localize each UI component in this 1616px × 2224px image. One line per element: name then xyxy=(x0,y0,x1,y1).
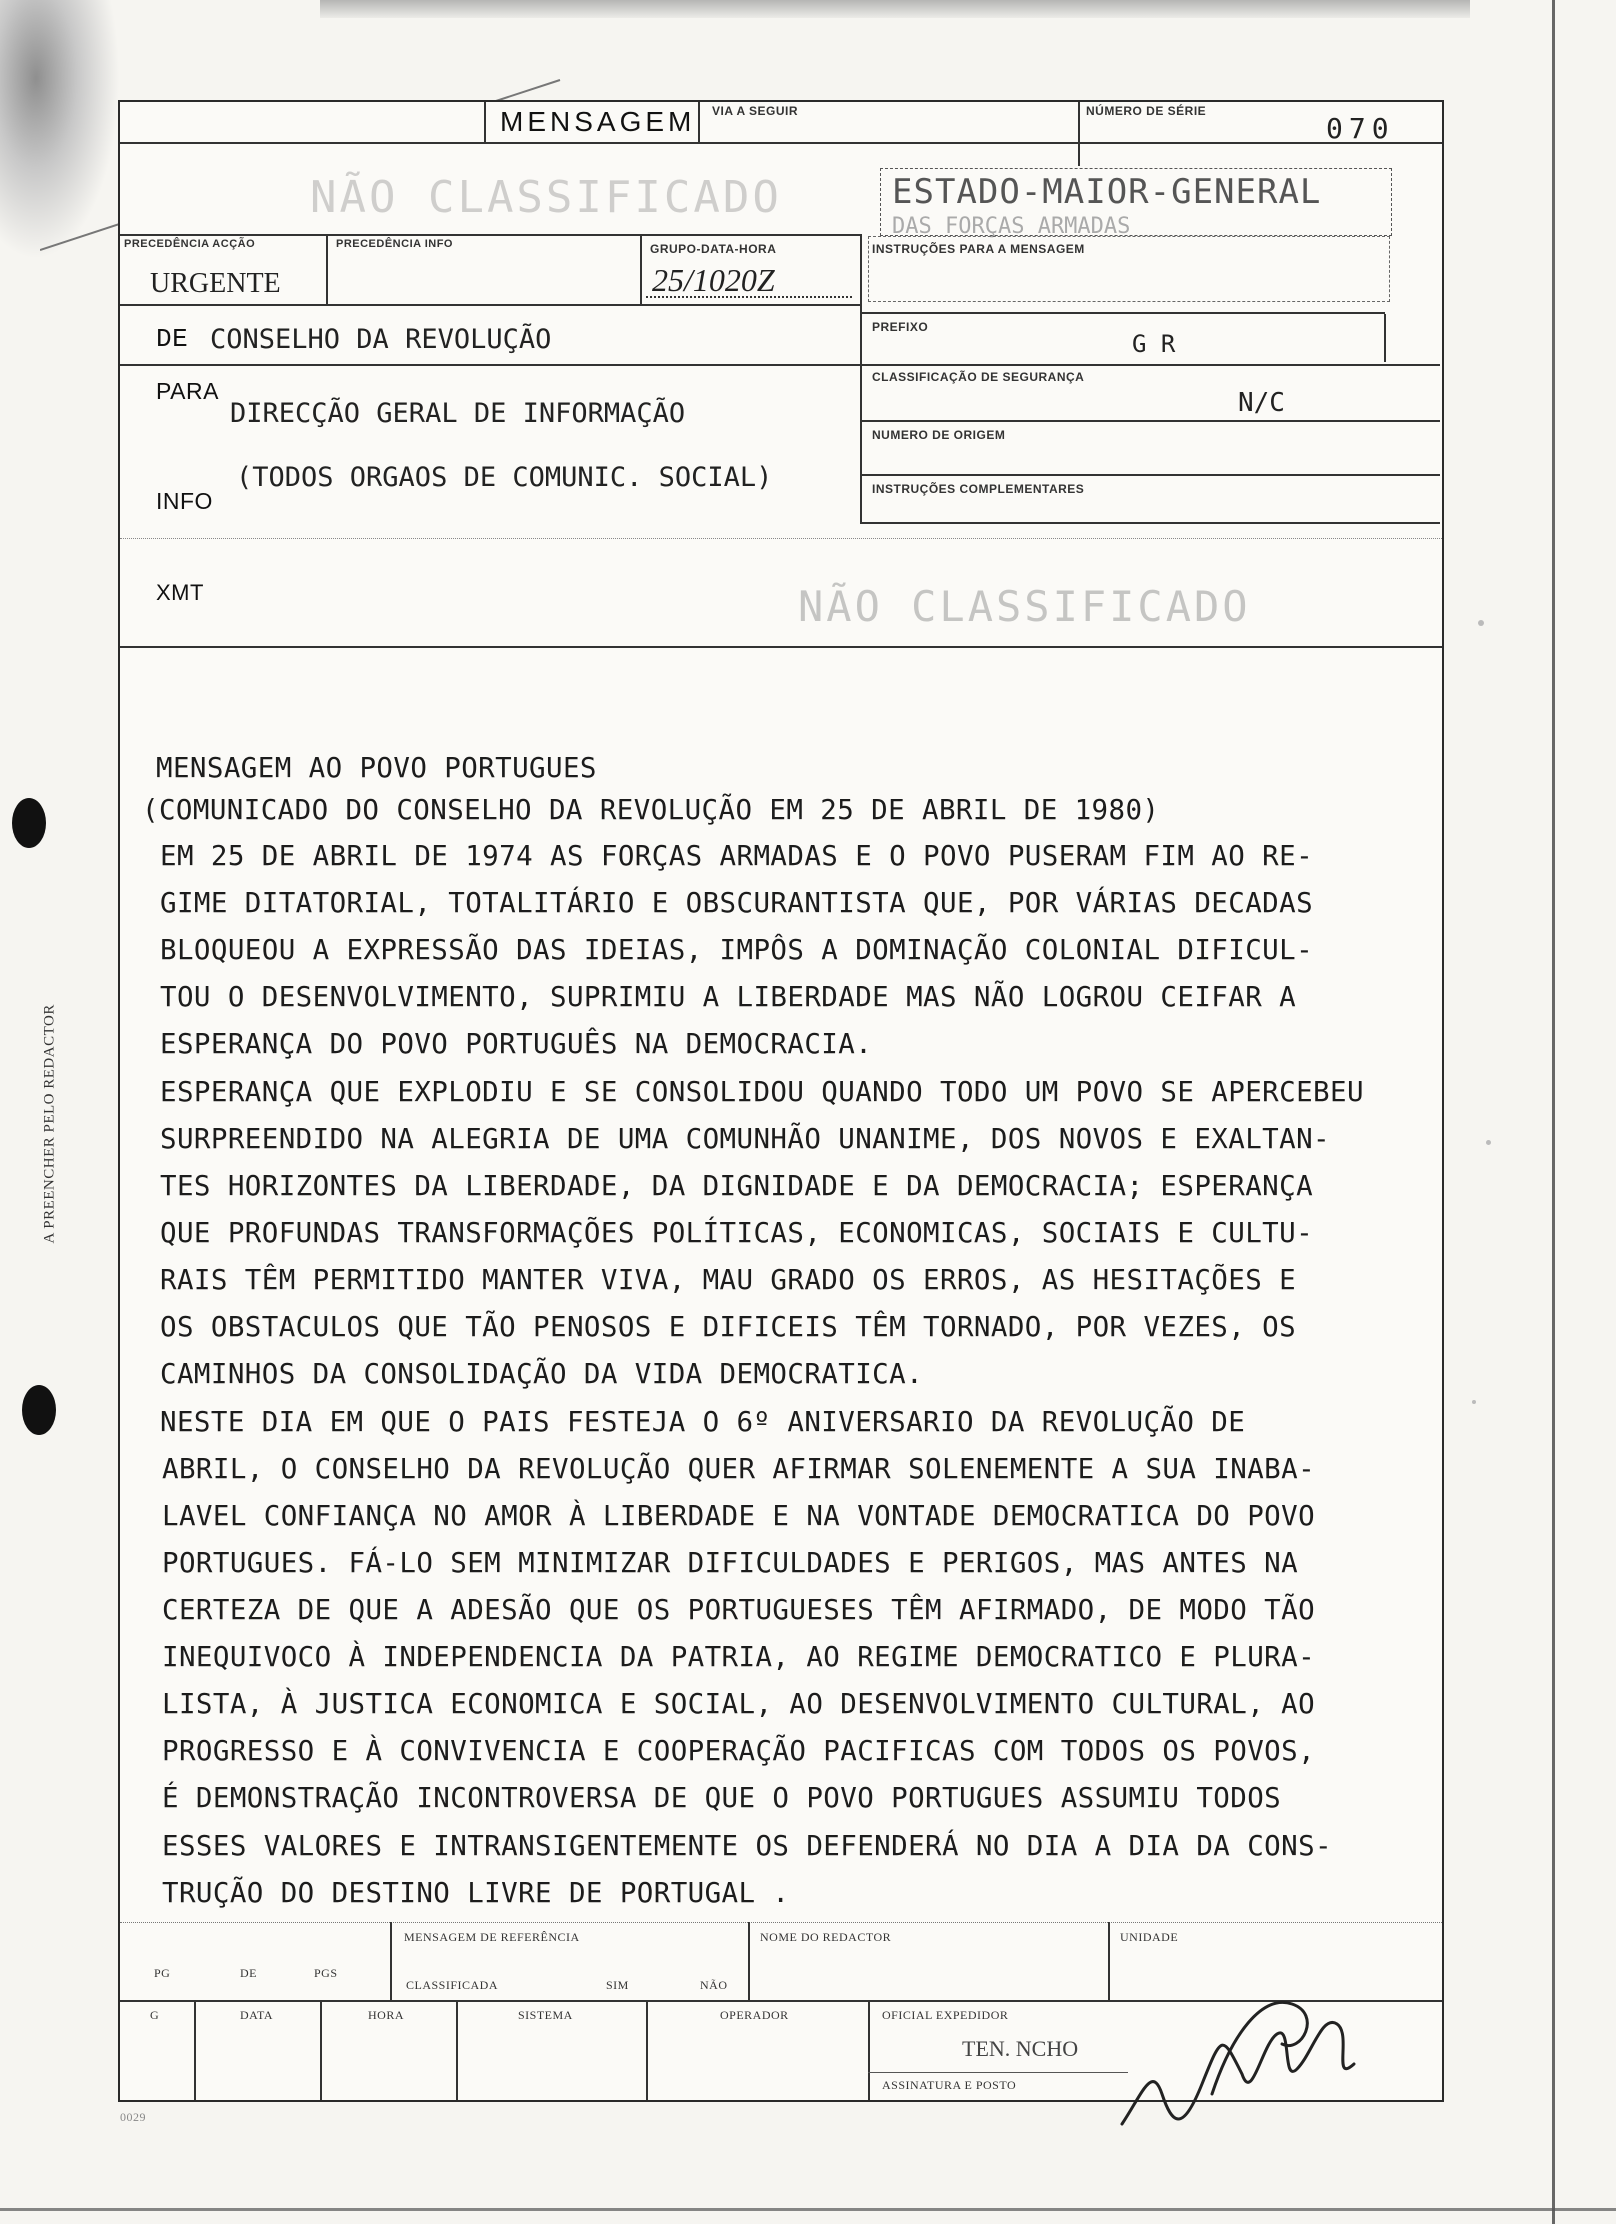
xmt-label: XMT xyxy=(156,580,204,605)
body-line: ESPERANÇA QUE EXPLODIU E SE CONSOLIDOU QUANDO TODO UM POVO SE APERCEBEU xyxy=(160,1076,1364,1108)
footer-operador: OPERADOR xyxy=(720,2008,789,2022)
grupo-value: 25/1020Z xyxy=(652,262,775,298)
speck xyxy=(1472,1400,1476,1404)
prefixo-label: PREFIXO xyxy=(872,320,929,334)
via-label: VIA A SEGUIR xyxy=(712,104,799,118)
de-label: DE xyxy=(156,324,189,354)
body-line: ESSES VALORES E INTRANSIGENTEMENTE OS DEFENDERÁ NO DIA A DIA DA CONS- xyxy=(162,1830,1332,1862)
precedencia-accao-label: PRECEDÊNCIA ACÇÃO xyxy=(124,238,256,250)
body-line: MENSAGEM AO POVO PORTUGUES xyxy=(156,752,597,784)
punch-hole-top xyxy=(12,798,46,848)
body-line: INEQUIVOCO À INDEPENDENCIA DA PATRIA, AO REGIME DEMOCRATICO E PLURA- xyxy=(162,1641,1316,1673)
precedencia-accao-value: URGENTE xyxy=(150,268,281,299)
precedencia-info-label: PRECEDÊNCIA INFO xyxy=(336,238,453,250)
para-value: DIRECÇÃO GERAL DE INFORMAÇÃO xyxy=(230,398,686,429)
body-line: RAIS TÊM PERMITIDO MANTER VIVA, MAU GRADO OS ERROS, AS HESITAÇÕES E xyxy=(160,1264,1297,1296)
numero-serie-label: NÚMERO DE SÉRIE xyxy=(1086,104,1207,118)
side-label: A PREENCHER PELO REDACTOR xyxy=(41,1004,58,1244)
footer-mensagem-ref: MENSAGEM DE REFERÊNCIA xyxy=(404,1930,580,1944)
classification-stamp-top: NÃO CLASSIFICADO xyxy=(310,172,782,223)
body-line: PROGRESSO E À CONVIVENCIA E COOPERAÇÃO PACIFICAS COM TODOS OS POVOS, xyxy=(162,1735,1316,1767)
body-line: LISTA, À JUSTICA ECONOMICA E SOCIAL, AO DESENVOLVIMENTO CULTURAL, AO xyxy=(162,1688,1316,1720)
speck xyxy=(1486,1140,1491,1145)
footer-nome-redactor: NOME DO REDACTOR xyxy=(760,1930,892,1944)
right-edge-line xyxy=(1552,0,1555,2224)
info-label: INFO xyxy=(156,488,213,514)
para-label: PARA xyxy=(156,378,219,404)
footer-g: G xyxy=(150,2008,160,2022)
body-line: É DEMONSTRAÇÃO INCONTROVERSA DE QUE O POVO PORTUGUES ASSUMIU TODOS xyxy=(162,1782,1282,1814)
body-line: TRUÇÃO DO DESTINO LIVRE DE PORTUGAL . xyxy=(162,1877,790,1909)
classificacao-value: N/C xyxy=(1238,388,1285,418)
instrucoes-comp-label: INSTRUÇÕES COMPLEMENTARES xyxy=(872,482,1085,496)
footer-hora: HORA xyxy=(368,2008,405,2022)
footer-ten-value: TEN. NCHO xyxy=(962,2036,1079,2061)
body-line: EM 25 DE ABRIL DE 1974 AS FORÇAS ARMADAS E O POVO PUSERAM FIM AO RE- xyxy=(160,840,1314,872)
instrucoes-box xyxy=(868,236,1390,302)
body-line: PORTUGUES. FÁ-LO SEM MINIMIZAR DIFICULDADES E PERIGOS, MAS ANTES NA xyxy=(162,1547,1299,1579)
bottom-edge-line xyxy=(0,2208,1616,2211)
footer-sistema: SISTEMA xyxy=(518,2008,573,2022)
mensagem-label: MENSAGEM xyxy=(500,106,696,137)
body-line: BLOQUEOU A EXPRESSÃO DAS IDEIAS, IMPÔS A DOMINAÇÃO COLONIAL DIFICUL- xyxy=(160,934,1314,966)
prefixo-value: G R xyxy=(1132,330,1176,358)
footer-sim: SIM xyxy=(606,1978,629,1992)
body-line: QUE PROFUNDAS TRANSFORMAÇÕES POLÍTICAS, ECONOMICAS, SOCIAIS E CULTU- xyxy=(160,1217,1314,1249)
body-line: TES HORIZONTES DA LIBERDADE, DA DIGNIDADE E DA DEMOCRACIA; ESPERANÇA xyxy=(160,1170,1314,1202)
estado-maior-sub: DAS FORÇAS ARMADAS xyxy=(892,214,1131,239)
body-line: (COMUNICADO DO CONSELHO DA REVOLUÇÃO EM 25 DE ABRIL DE 1980) xyxy=(142,794,1160,826)
body-line: CAMINHOS DA CONSOLIDAÇÃO DA VIDA DEMOCRATICA. xyxy=(160,1358,924,1390)
instrucoes-label: INSTRUÇÕES PARA A MENSAGEM xyxy=(872,242,1085,256)
footer-nao: NÃO xyxy=(700,1978,728,1992)
footer-assinatura: ASSINATURA E POSTO xyxy=(882,2078,1017,2092)
de-value: CONSELHO DA REVOLUÇÃO xyxy=(210,324,552,355)
footer-unidade: UNIDADE xyxy=(1120,1930,1179,1944)
body-line: ABRIL, O CONSELHO DA REVOLUÇÃO QUER AFIRMAR SOLENEMENTE A SUA INABA- xyxy=(162,1453,1316,1485)
numero-origem-label: NUMERO DE ORIGEM xyxy=(872,428,1006,442)
body-line: LAVEL CONFIANÇA NO AMOR À LIBERDADE E NA VONTADE DEMOCRATICA DO POVO xyxy=(162,1500,1316,1532)
classificacao-label: CLASSIFICAÇÃO DE SEGURANÇA xyxy=(872,370,1085,384)
body-line: CERTEZA DE QUE A ADESÃO QUE OS PORTUGUESES TÊM AFIRMADO, DE MODO TÃO xyxy=(162,1594,1316,1626)
body-line: GIME DITATORIAL, TOTALITÁRIO E OBSCURANTISTA QUE, POR VÁRIAS DECADAS xyxy=(160,887,1314,919)
footer-oficial: OFICIAL EXPEDIDOR xyxy=(882,2008,1009,2022)
body-line: ESPERANÇA DO POVO PORTUGUÊS NA DEMOCRACIA. xyxy=(160,1028,873,1060)
numero-serie-value: 070 xyxy=(1326,112,1395,145)
footer-pgs: PGS xyxy=(314,1966,338,1980)
info-value: (TODOS ORGAOS DE COMUNIC. SOCIAL) xyxy=(236,462,773,493)
body-line: TOU O DESENVOLVIMENTO, SUPRIMIU A LIBERDADE MAS NÃO LOGROU CEIFAR A xyxy=(160,981,1297,1013)
speck xyxy=(1478,620,1484,626)
footer-de: DE xyxy=(240,1966,257,1980)
body-line: OS OBSTACULOS QUE TÃO PENOSOS E DIFICEIS TÊM TORNADO, POR VEZES, OS xyxy=(160,1311,1297,1343)
body-line: NESTE DIA EM QUE O PAIS FESTEJA O 6º ANIVERSARIO DA REVOLUÇÃO DE xyxy=(160,1406,1246,1438)
punch-hole-bottom xyxy=(22,1385,56,1435)
top-edge-stain xyxy=(320,0,1470,18)
footer-classificada: CLASSIFICADA xyxy=(406,1978,499,1992)
estado-maior-text: ESTADO-MAIOR-GENERAL xyxy=(892,172,1322,212)
message-form xyxy=(118,100,1444,2102)
grupo-label: GRUPO-DATA-HORA xyxy=(650,242,777,256)
message-body xyxy=(120,646,1442,2006)
corner-code: 0029 xyxy=(120,2110,146,2124)
footer-pg: PG xyxy=(154,1966,171,1980)
body-line: SURPREENDIDO NA ALEGRIA DE UMA COMUNHÃO UNANIME, DOS NOVOS E EXALTAN- xyxy=(160,1123,1330,1155)
signature xyxy=(1092,1974,1392,2144)
classification-stamp-mid: NÃO CLASSIFICADO xyxy=(798,582,1251,631)
footer-data: DATA xyxy=(240,2008,274,2022)
